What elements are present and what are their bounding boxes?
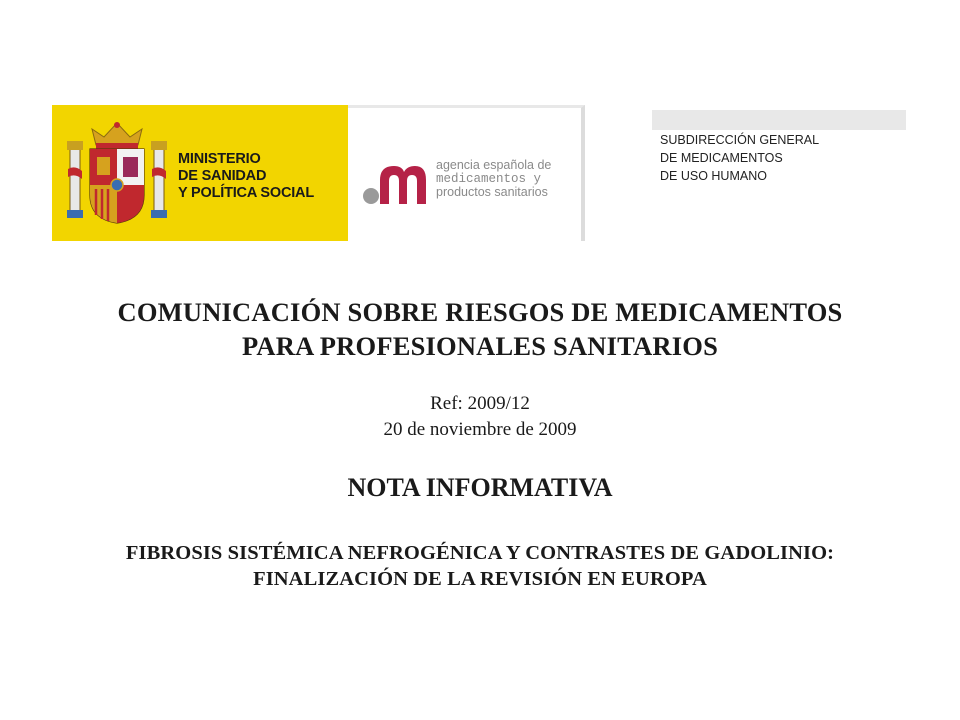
agency-name-line3: productos sanitarios xyxy=(436,185,548,199)
agency-name xyxy=(436,159,551,200)
agency-name-line1: agencia española de xyxy=(436,158,552,172)
ministry-name-line1: MINISTERIO xyxy=(178,151,261,167)
ministry-name xyxy=(178,151,314,202)
document-date: 20 de noviembre de 2009 xyxy=(383,419,577,440)
subdireccion-line3: DE USO HUMANO xyxy=(660,169,767,183)
agency-logo-icon xyxy=(362,158,428,208)
subdireccion-band xyxy=(652,110,906,130)
document-subject-line1: FIBROSIS SISTÉMICA NEFROGÉNICA Y CONTRASTES DE GADOLINIO: xyxy=(125,542,835,564)
document-subject xyxy=(0,540,960,592)
note-title: NOTA INFORMATIVA xyxy=(347,473,613,502)
agency-header xyxy=(348,105,585,241)
agency-name-line2: medicamentos y xyxy=(436,171,542,186)
document-title xyxy=(0,295,960,363)
ministry-name-line2: DE SANIDAD xyxy=(178,168,267,184)
document-title-line1: COMUNICACIÓN SOBRE RIESGOS DE MEDICAMENTOS xyxy=(117,297,843,327)
document-reference: Ref: 2009/12 xyxy=(430,393,530,414)
document-title-line2: PARA PROFESIONALES SANITARIOS xyxy=(241,331,719,361)
subdireccion-label xyxy=(660,131,819,185)
ministry-name-line3: Y POLÍTICA SOCIAL xyxy=(178,185,314,201)
ministry-header xyxy=(52,105,348,241)
subdireccion-line2: DE MEDICAMENTOS xyxy=(660,151,783,165)
subdireccion-line1: SUBDIRECCIÓN GENERAL xyxy=(660,133,820,147)
coat-of-arms-icon xyxy=(66,119,168,229)
document-subject-line2: FINALIZACIÓN DE LA REVISIÓN EN EUROPA xyxy=(253,568,707,590)
